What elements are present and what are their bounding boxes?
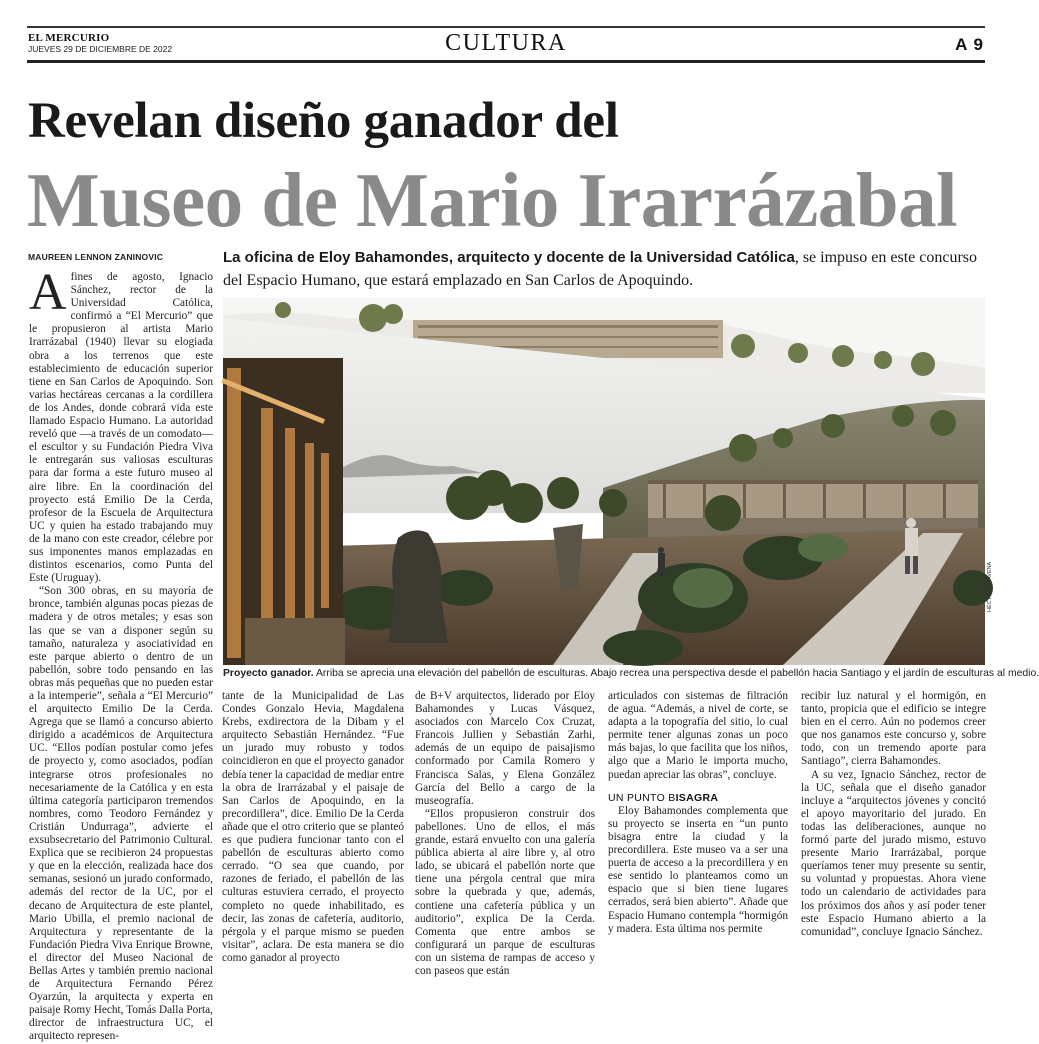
section-title: CULTURA xyxy=(445,30,567,56)
paragraph: tante de la Municipalidad de Las Condes Gonzalo Hevia, Magdalena Krebs, exdirectora de la Dibam y el arquitecto Sebastián Hernández. “Fue un jurado muy robusto y todos coincidieron en que el proyecto ganador debía tener la capacidad de mediar entre la obra de Irarrázabal y el paisaje de San Carlos de Apoquindo, en la precordillera”, dice. Emilio De la Cerda añade que el otro criterio que se planteó es que pudiera funcionar tanto con el pabellón de esculturas abierto como cerrado. “O sea que cuando, por razones de feriado, el pabellón de las culturas estuviera cerrado, el proyecto completo no quede inhabilitado, es decir, las zonas de cafetería, auditorio, pérgola y el parque mismo se pueden visitar”, aclara. De esta manera se dio como ganador al proyecto xyxy=(222,690,404,964)
headline-line-1: Revelan diseño ganador del xyxy=(28,93,619,149)
paragraph: recibir luz natural y el hormigón, en tanto, propicia que el edificio se integre bien en el cerro. Aún no podemos creer que nos ganamos este concurso y, sobre todo, con un tremendo aporte para Santiago”, cierra Bahamondes. xyxy=(801,690,986,768)
newspaper-name: EL MERCURIO xyxy=(28,32,110,44)
photo-caption xyxy=(223,668,1039,679)
headline-line-2: Museo de Mario Irarrázabal xyxy=(27,157,958,243)
drop-cap: A xyxy=(29,264,67,321)
paragraph: “Ellos propusieron construir dos pabellones. Uno de ellos, el más grande, estará envuelto con una galería pública abierta al aire libre y, al otro lado, se ubicará el pabellón norte que tiene una pérgola central que mira sobre la quebrada y que, además, contiene una cafetería pública y un auditorio”, explica De la Cerda. Comenta que entre ambos se configurará un parque de esculturas con un sistema de rampas de acceso y con paseos que están xyxy=(415,807,595,977)
subhead-part-2: ISAGRA xyxy=(675,791,719,804)
paragraph-text: fines de agosto, Ignacio Sánchez, rector de la Universidad Católica, confirmó a “El Mercurio” que le propusieron al artista Mario Irarrázabal (1940) llevar su elogiada obra a los terrenos que este establecimiento de educación superior tiene en San Carlos de Apoquindo. Son varias hectáreas cercanas a la cordillera de los Andes, donde cobrará vida este llamado Espacio Humano. La autoridad reveló que —a través de un comodato— el escultor y su Fundación Piedra Viva le entregarán sus valiosas esculturas para dar forma a este futuro museo al aire libre. En la coordinación del proyecto está Emilio De la Cerda, profesor de la Escuela de Arquitectura UC y quien ha estado trabajando muy de la mano con este creador, célebre por sus imponentes manos emplazadas en distintos escenarios, como Punta del Este (Uruguay). xyxy=(29,271,213,585)
section-subhead xyxy=(608,792,788,805)
paragraph: A su vez, Ignacio Sánchez, rector de la UC, señala que el diseño ganador incluye a “arquitectos jóvenes y concitó el apoyo mayoritario del jurado. En todas las deliberaciones, aunque no formó parte del jurado mismo, estuvo presente Mario Irarrázabal, porque queríamos tener muy presente su sentir, su voluntad y propuestas. Ahora viene todo un calendario de actividades para los próximos dos años y así poder tener este Espacio Humano abierto a la comunidad”, concluye Ignacio Sánchez. xyxy=(801,768,986,938)
deck-text: , se impuso en este concurso del Espacio Humano, que estará emplazado en San Carlos de Apoquindo. xyxy=(223,249,978,289)
article-column-4 xyxy=(608,690,788,935)
render-illustration xyxy=(223,298,985,665)
article-column-1 xyxy=(29,264,213,1043)
paragraph: “Son 300 obras, en su mayoría de bronce, también algunas pocas piezas de madera y de otros metales; y esas son las que se van a disponer según su tamaño, naturaleza y asociatividad en este parque abierto o dentro de un pabellón, sobre todo pensando en las obras más pequeñas que no pueden estar a la intemperie”, señala a “El Mercurio” el arquitecto Emilio De la Cerda. Agrega que se llamó a concurso abierto dirigido a académicos de Arquitectura UC. “Ellos podían postular como jefes de proyecto y, como asociados, podían integrarse otros profesionales no necesariamente de la Católica y en esta última categoría participaron tremendos nombres, como Teodoro Fernández y Cristián Undurraga”, advierte el exsubsecretario del Patrimonio Cultural. Explica que se recibieron 24 propuestas y que en la elección, realizada hace dos semanas, sesionó un jurado conformado, además del rector de la UC, por el decano de Arquitectura de este plantel, Mario Ubilla, el premio nacional de Arquitectura y representante de la Fundación Piedra Viva Enrique Browne, el director del Museo Nacional de Bellas Artes y también premio nacional de Arquitectura Fernando Pérez Oyarzún, la arquitecta y experta en paisaje Romy Hecht, Tomás Dalla Porta, director de infraestructura UC, el arquitecto represen- xyxy=(29,585,213,1043)
subhead-part-1: UN PUNTO B xyxy=(608,791,676,804)
issue-date: JUEVES 29 DE DICIEMBRE DE 2022 xyxy=(28,44,173,54)
paragraph: de B+V arquitectos, liderado por Eloy Bahamondes y Lucas Vásquez, asociados con Marcelo Cox Cruzat, Francois Jullien y Sebastián Zarhi, además de un equipo de paisajismo conformado por Camila Romero y Francisca Salas, y Elena González García del Bello a cargo de la museografía. xyxy=(415,690,595,807)
page-number: A 9 xyxy=(955,35,984,54)
author-byline: MAUREEN LENNON ZANINOVIC xyxy=(28,252,164,262)
article-column-5 xyxy=(801,690,986,938)
photo-credit: HÉCTOR ARAVENA xyxy=(987,561,993,612)
deck-bold-lead: La oficina de Eloy Bahamondes, arquitecto y docente de la Universidad Católica xyxy=(223,249,795,266)
caption-text: Arriba se aprecia una elevación del pabellón de esculturas. Abajo recrea una perspectiva desde el pabellón hacia Santiago y el jardín de esculturas al medio. xyxy=(313,668,1039,679)
article-column-2 xyxy=(222,690,404,964)
masthead-bottom-rule xyxy=(27,60,985,63)
article-column-3 xyxy=(415,690,595,977)
masthead-top-rule xyxy=(27,26,985,28)
paragraph: Eloy Bahamondes complementa que su proyecto se inserta en “un punto bisagra entre la ciudad y la precordillera. Este museo va a ser una puerta de acceso a la precordillera y en ese sentido lo planteamos como un espacio que si bien tiene lugares cerrados, será bien abierto”. Añade que Espacio Humano contempla “hormigón y madera. Esta última nos permite xyxy=(608,804,788,935)
paragraph xyxy=(29,264,213,585)
architectural-render-image xyxy=(223,298,985,665)
caption-lead: Proyecto ganador. xyxy=(223,668,314,679)
paragraph: articulados con sistemas de filtración de agua. “Además, a nivel de corte, se adapta a la topografía del sitio, lo cual permite tener algunas zonas un poco más bajas, lo que facilita que los niños, algo que a Mario le importa mucho, puedan apreciar las obras”, concluye. xyxy=(608,690,788,781)
article-deck xyxy=(223,246,988,292)
